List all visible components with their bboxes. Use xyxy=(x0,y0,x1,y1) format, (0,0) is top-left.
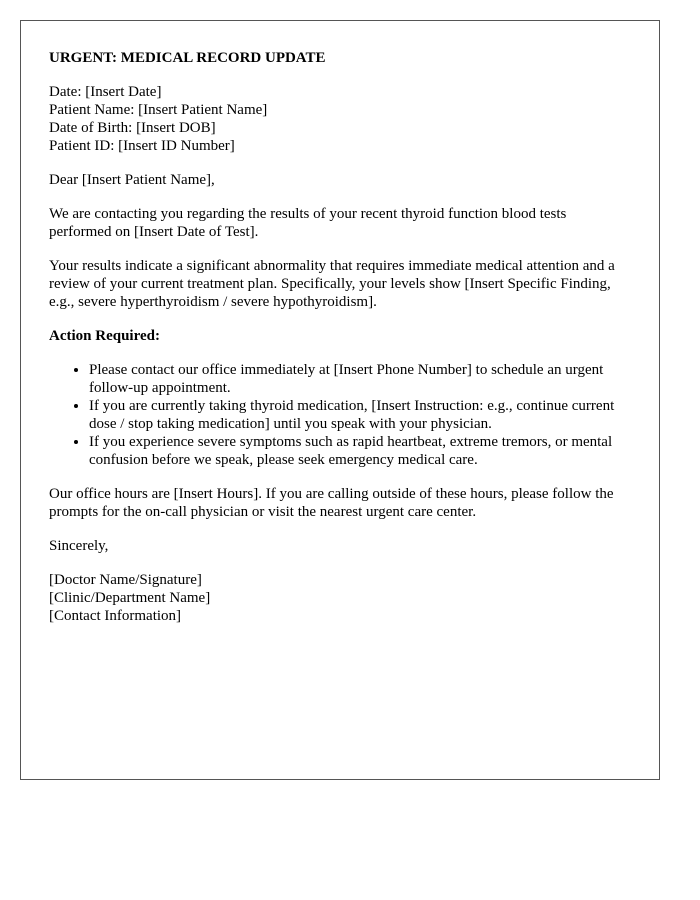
paragraph-test-results: We are contacting you regarding the results of your recent thyroid function blood tests performed on [Insert Date of Test]. xyxy=(49,206,567,240)
dob-line: Date of Birth: [Insert DOB] xyxy=(49,120,216,136)
contact-information: [Contact Information] xyxy=(49,608,182,624)
action-item-emergency: • If you experience severe symptoms such as rapid heartbeat, extreme tremors, or mental confusion before we speak, please seek emergency medical care. xyxy=(89,433,631,469)
patient-id-line: Patient ID: [Insert ID Number] xyxy=(49,138,235,154)
letter-title: URGENT: MEDICAL RECORD UPDATE xyxy=(49,50,326,66)
patient-info-block xyxy=(49,83,631,155)
action-required-heading: Action Required: xyxy=(49,328,160,344)
paragraph-abnormality: Your results indicate a significant abnormality that requires immediate medical attention and a review of your current treatment plan. Specifically, your levels show [Insert Specific Finding, e.g., severe hyperthyroidism / severe hypothyroidism]. xyxy=(49,258,615,310)
patient-name-line: Patient Name: [Insert Patient Name] xyxy=(49,102,268,118)
signature-block xyxy=(49,571,631,625)
salutation: Dear [Insert Patient Name], xyxy=(49,172,215,188)
paragraph-office-hours: Our office hours are [Insert Hours]. If you are calling outside of these hours, please follow the prompts for the on-call physician or visit the nearest urgent care center. xyxy=(49,486,614,520)
clinic-name: [Clinic/Department Name] xyxy=(49,590,211,606)
date-line: Date: [Insert Date] xyxy=(49,84,162,100)
doctor-signature: [Doctor Name/Signature] xyxy=(49,572,202,588)
action-item-medication: • If you are currently taking thyroid medication, [Insert Instruction: e.g., continue current dose / stop taking medication] until you speak with your physician. xyxy=(89,397,631,433)
action-item-contact-office: • Please contact our office immediately at [Insert Phone Number] to schedule an urgent follow-up appointment. xyxy=(89,361,631,397)
action-list xyxy=(49,361,631,469)
letter-document xyxy=(20,20,660,780)
closing: Sincerely, xyxy=(49,538,109,554)
